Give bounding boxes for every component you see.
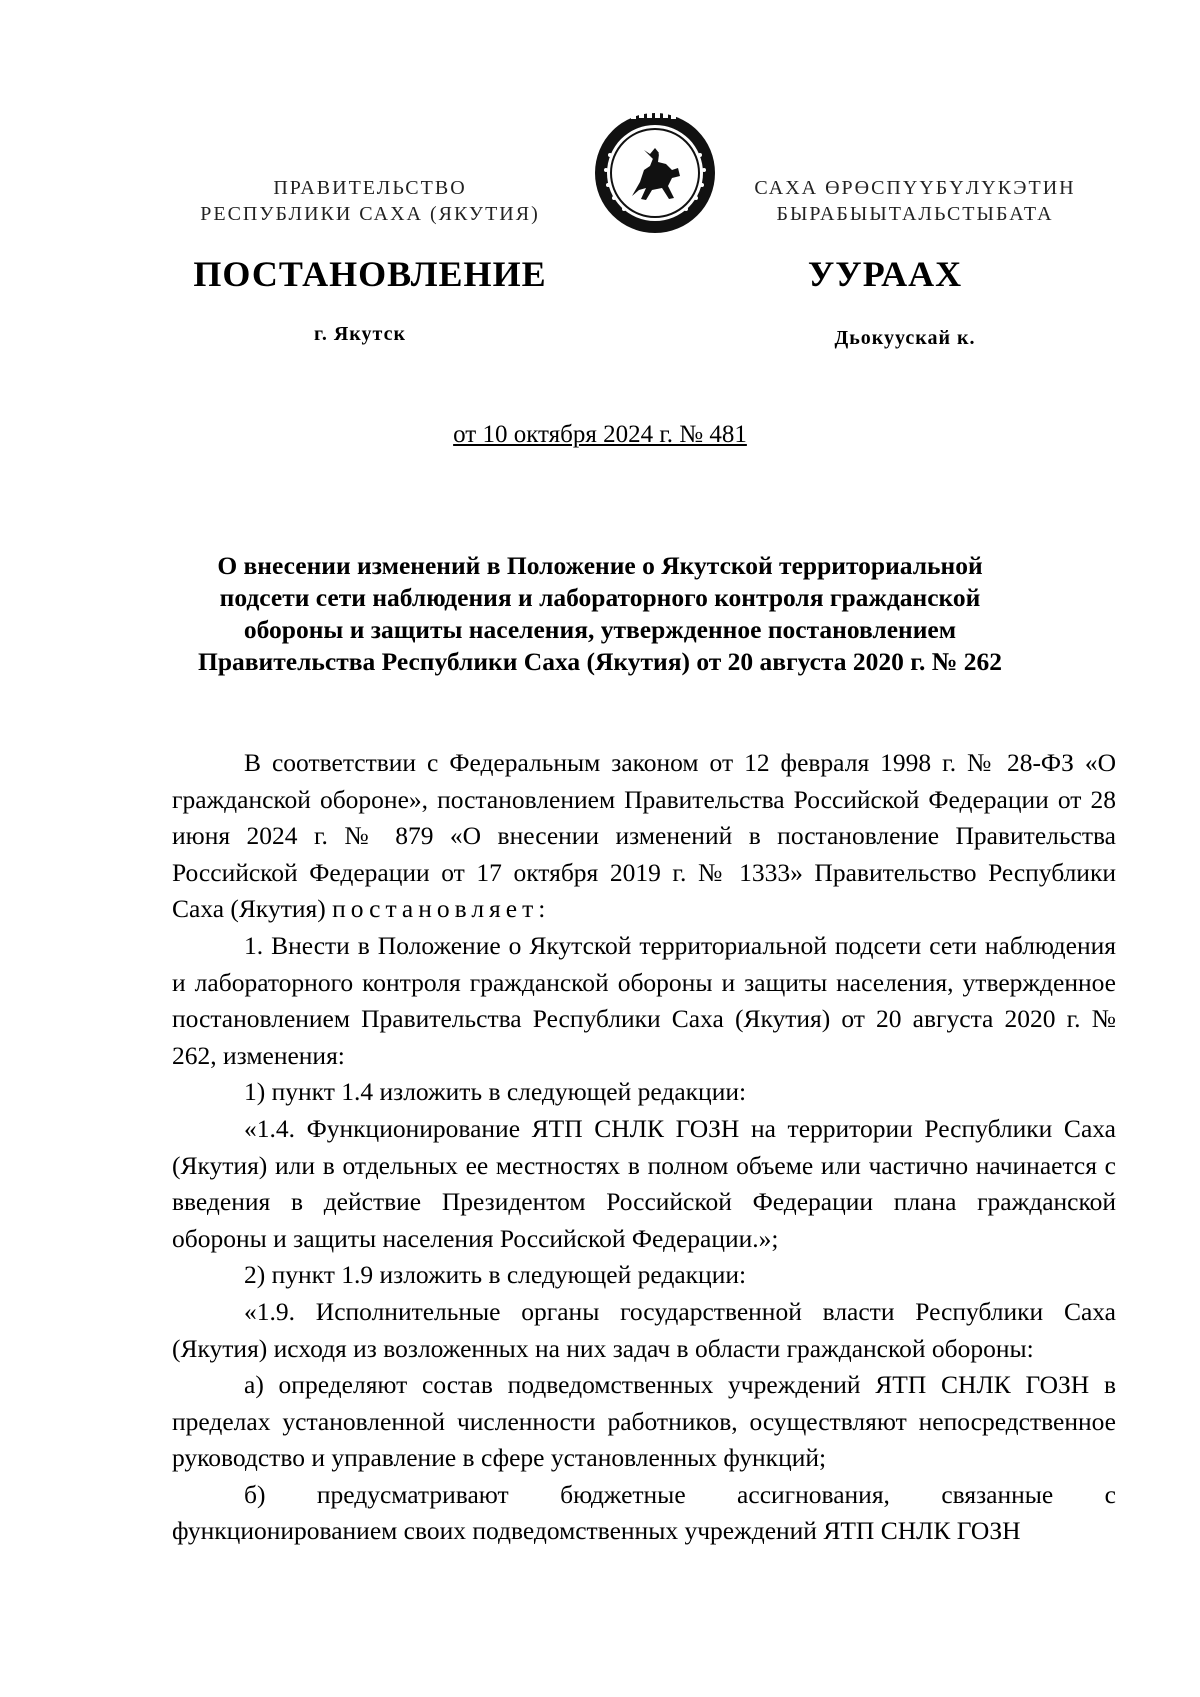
left-org-line-1: ПРАВИТЕЛЬСТВО	[273, 177, 467, 199]
document-type-russian: ПОСТАНОВЛЕНИЕ	[193, 254, 547, 294]
title-line-3: обороны и защиты населения, утвержденное постановлением	[243, 615, 957, 644]
subclause-1-paragraph: 1) пункт 1.4 изложить в следующей редакции:	[244, 1077, 747, 1107]
title-line-1: О внесении изменений в Положение о Якутской территориальной	[217, 551, 983, 580]
date-and-number	[400, 420, 800, 450]
subclause-2-paragraph: 2) пункт 1.9 изложить в следующей редакции:	[244, 1260, 747, 1290]
document-type-yakut: УУРААХ	[807, 254, 963, 294]
clause-1-paragraph: 1. Внести в Положение о Якутской территориальной подсети сети наблюдения и лабораторного контроля гражданской обороны и защиты населения, утвержденное постановлением Правительства Республики Саха (Якутия) от 20 августа 2020 г. № 262, изменения:	[172, 930, 1116, 1070]
document-body	[172, 745, 1116, 1550]
city-yakut: Дьокуускай к.	[834, 327, 976, 349]
right-org-line-1: САХА ӨРӨСПҮҮБҮЛҮКЭТИН	[754, 177, 1076, 199]
preamble-text: В соответствии с Федеральным законом от 12 февраля 1998 г. № 28-ФЗ «О гражданской обороне», постановлением Правительства Российской Федерации от 28 июня 2024 г. № 879 «О внесении изменений в постановление Правительства Российской Федерации от 17 октября 2019 г. № 1333» Правительство Республики Саха (Якутия)	[172, 748, 1116, 924]
city-russian: г. Якутск	[314, 323, 406, 345]
item-a-paragraph: а) определяют состав подведомственных учреждений ЯТП СНЛК ГОЗН в пределах установленной численности работников, осуществляют непосредственное руководство и управление в сфере установленных функций;	[172, 1370, 1116, 1473]
point-1-9-paragraph: «1.9. Исполнительные органы государственной власти Республики Саха (Якутия) исходя из возложенных на них задач в области гражданской обороны:	[172, 1296, 1116, 1363]
point-1-4-paragraph: «1.4. Функционирование ЯТП СНЛК ГОЗН на территории Республики Саха (Якутия) или в отдельных ее местностях в полном объеме или частично начинается с введения в действие Президентом Российской Федерации плана гражданской обороны и защиты населения Российской Федерации.»;	[172, 1113, 1116, 1253]
title-line-4: Правительства Республики Саха (Якутия) от 20 августа 2020 г. № 262	[198, 647, 1002, 676]
right-organization-name	[725, 175, 1105, 227]
document-title	[170, 550, 1030, 678]
resolves-word: постановляет:	[332, 894, 551, 924]
left-organization-name	[160, 175, 580, 227]
right-org-line-2: БЫРАБЫЫТАЛЬСТЫБАТА	[776, 203, 1054, 225]
title-line-2: подсети сети наблюдения и лабораторного контроля гражданской	[219, 583, 981, 612]
coat-of-arms-icon	[592, 110, 718, 236]
left-org-line-2: РЕСПУБЛИКИ САХА (ЯКУТИЯ)	[200, 203, 540, 225]
preamble-paragraph	[172, 745, 1116, 928]
item-b-paragraph: б) предусматривают бюджетные ассигнования, связанные с функционированием своих подведомственных учреждений ЯТП СНЛК ГОЗН	[172, 1479, 1116, 1546]
date-number-text: от 10 октября 2024 г. № 481	[453, 421, 747, 448]
